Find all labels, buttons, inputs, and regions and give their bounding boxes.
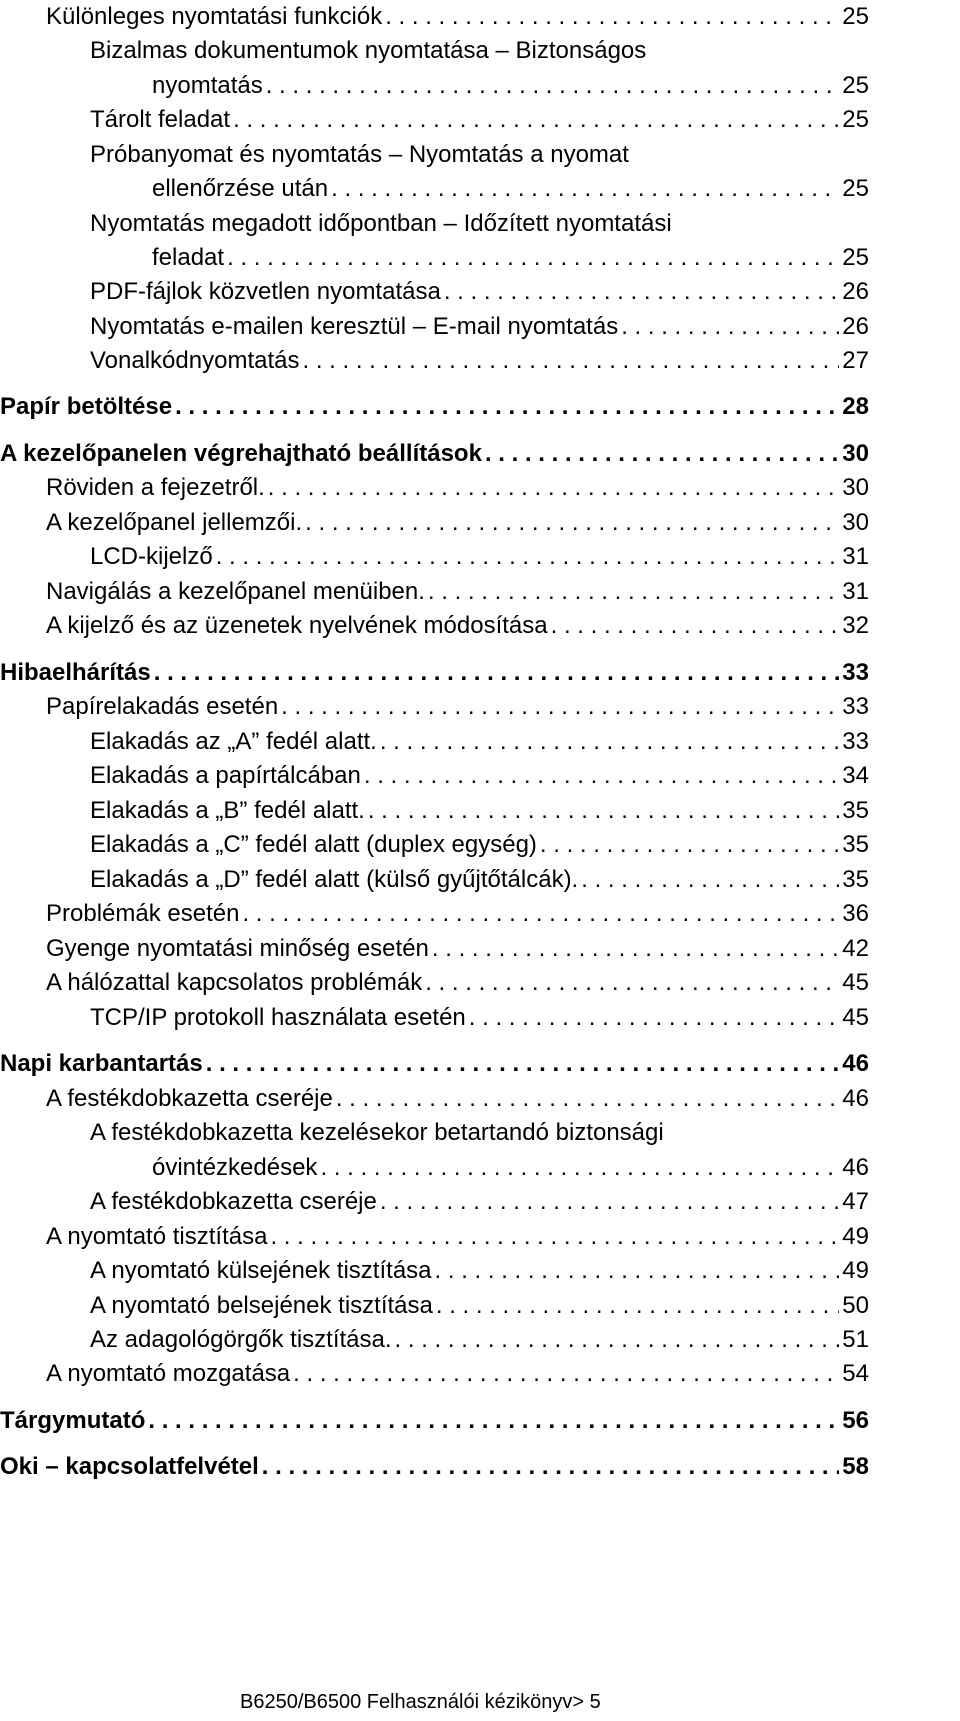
toc-entry-page-number: 25 xyxy=(842,175,869,202)
dot-leader xyxy=(428,575,839,609)
toc-entry-title: Elakadás a „B” fedél alatt. xyxy=(90,797,365,824)
toc-entry-title: Elakadás az „A” fedél alatt. xyxy=(90,728,377,755)
dot-leader xyxy=(242,897,839,931)
toc-entry[interactable] xyxy=(90,1185,869,1219)
toc-entry-title: A festékdobkazetta cseréje xyxy=(46,1085,333,1112)
toc-entry-title: Bizalmas dokumentumok nyomtatása – Biztonságos xyxy=(90,37,647,64)
dot-leader xyxy=(380,725,839,759)
dot-leader xyxy=(262,1450,840,1484)
toc-entry-page-number: 27 xyxy=(842,347,869,374)
toc-entry[interactable] xyxy=(90,1116,869,1150)
toc-entry[interactable] xyxy=(46,471,869,505)
toc-entry-page-number: 46 xyxy=(842,1085,869,1112)
dot-leader xyxy=(435,1254,840,1288)
toc-entry[interactable] xyxy=(90,275,869,309)
toc-entry[interactable] xyxy=(90,794,869,828)
toc-entry-title: TCP/IP protokoll használata esetén xyxy=(90,1004,466,1031)
toc-entry[interactable] xyxy=(90,344,869,378)
dot-leader xyxy=(266,69,840,103)
toc-entry-title: Különleges nyomtatási funkciók xyxy=(46,3,383,30)
toc-entry[interactable] xyxy=(46,1220,869,1254)
toc-entry-title: LCD-kijelző xyxy=(90,543,213,570)
toc-entry-title: A kezelőpanelen végrehajtható beállítások xyxy=(0,440,482,467)
dot-leader xyxy=(485,437,839,471)
dot-leader xyxy=(331,172,839,206)
toc-entry[interactable] xyxy=(46,690,869,724)
dot-leader xyxy=(293,1357,839,1391)
toc-entry[interactable] xyxy=(152,69,869,103)
dot-leader xyxy=(385,0,839,34)
toc-entry[interactable] xyxy=(0,437,869,471)
toc-entry-title: Vonalkódnyomtatás xyxy=(90,347,300,374)
toc-entry-title: Nyomtatás e-mailen keresztül – E-mail nyomtatás xyxy=(90,313,619,340)
toc-entry[interactable] xyxy=(0,656,869,690)
dot-leader xyxy=(444,275,839,309)
toc-entry[interactable] xyxy=(90,828,869,862)
toc-entry-title: Elakadás a papírtálcában xyxy=(90,762,361,789)
toc-entry-page-number: 34 xyxy=(842,762,869,789)
toc-entry-title: Papírelakadás esetén xyxy=(46,693,279,720)
toc-entry-page-number: 26 xyxy=(842,278,869,305)
toc-entry-page-number: 31 xyxy=(842,543,869,570)
toc-entry-title: Navigálás a kezelőpanel menüiben. xyxy=(46,578,425,605)
dot-leader xyxy=(368,794,839,828)
toc-entry-title: A festékdobkazetta kezelésekor betartandó biztonsági xyxy=(90,1119,664,1146)
toc-entry-page-number: 49 xyxy=(842,1223,869,1250)
toc-entry-page-number: 26 xyxy=(842,313,869,340)
dot-leader xyxy=(233,103,839,137)
toc-entry-page-number: 46 xyxy=(842,1050,869,1077)
dot-leader xyxy=(380,1185,839,1219)
toc-entry-page-number: 25 xyxy=(842,106,869,133)
toc-entry-title: PDF-fájlok közvetlen nyomtatása xyxy=(90,278,441,305)
toc-entry-page-number: 50 xyxy=(842,1292,869,1319)
dot-leader xyxy=(281,690,839,724)
dot-leader xyxy=(436,1289,839,1323)
toc-entry[interactable] xyxy=(152,172,869,206)
toc-entry-title: A nyomtató külsejének tisztítása xyxy=(90,1257,432,1284)
dot-leader xyxy=(175,390,839,424)
toc-entry-title: Röviden a fejezetről. xyxy=(46,474,265,501)
toc-entry[interactable] xyxy=(46,609,869,643)
dot-leader xyxy=(302,344,839,378)
toc-entry[interactable] xyxy=(0,1450,869,1484)
toc-entry-title: A nyomtató belsejének tisztítása xyxy=(90,1292,433,1319)
dot-leader xyxy=(148,1404,839,1438)
dot-leader xyxy=(540,828,839,862)
toc-entry-page-number: 25 xyxy=(842,72,869,99)
toc-entry-title: Az adagológörgők tisztítása. xyxy=(90,1326,392,1353)
toc-entry-title: A nyomtató tisztítása xyxy=(46,1223,268,1250)
toc-entry-page-number: 58 xyxy=(842,1453,869,1480)
toc-entry-page-number: 56 xyxy=(842,1407,869,1434)
toc-entry-page-number: 25 xyxy=(842,244,869,271)
toc-entry-title: Próbanyomat és nyomtatás – Nyomtatás a nyomat xyxy=(90,141,629,168)
toc-entry-title: Hibaelhárítás xyxy=(0,659,151,686)
toc-entry[interactable] xyxy=(46,932,869,966)
toc-entry-title: Napi karbantartás xyxy=(0,1050,203,1077)
toc-entry-title: A festékdobkazetta cseréje xyxy=(90,1188,377,1215)
toc-entry-page-number: 28 xyxy=(842,393,869,420)
dot-leader xyxy=(268,471,840,505)
toc-entry[interactable] xyxy=(90,863,869,897)
toc-entry-page-number: 35 xyxy=(842,831,869,858)
toc-entry-title: A hálózattal kapcsolatos problémák xyxy=(46,969,423,996)
dot-leader xyxy=(227,241,839,275)
toc-entry[interactable] xyxy=(90,1323,869,1357)
toc-entry[interactable] xyxy=(0,1404,869,1438)
toc-entry-page-number: 46 xyxy=(842,1154,869,1181)
toc-entry[interactable] xyxy=(90,103,869,137)
toc-entry[interactable] xyxy=(46,1357,869,1391)
toc-entry-title: Problémák esetén xyxy=(46,900,240,927)
toc-entry-title: Elakadás a „D” fedél alatt (külső gyűjtőtálcák). xyxy=(90,866,579,893)
toc-entry-page-number: 33 xyxy=(842,693,869,720)
toc-entry-page-number: 32 xyxy=(842,612,869,639)
toc-entry-title: Papír betöltése xyxy=(0,393,173,420)
toc-entry-page-number: 45 xyxy=(842,1004,869,1031)
dot-leader xyxy=(270,1220,839,1254)
toc-entry-title: ellenőrzése után xyxy=(152,175,329,202)
toc-entry-title: Gyenge nyomtatási minőség esetén xyxy=(46,935,429,962)
toc-entry-page-number: 30 xyxy=(842,474,869,501)
toc-entry-page-number: 30 xyxy=(842,440,869,467)
dot-leader xyxy=(154,656,840,690)
toc-entry[interactable] xyxy=(90,138,869,172)
toc-entry[interactable] xyxy=(90,1289,869,1323)
toc-entry-title: feladat xyxy=(152,244,225,271)
dot-leader xyxy=(621,310,839,344)
dot-leader xyxy=(216,540,840,574)
toc-entry[interactable] xyxy=(46,1082,869,1116)
toc-entry[interactable] xyxy=(90,34,869,68)
toc-entry[interactable] xyxy=(152,241,869,275)
dot-leader xyxy=(206,1047,840,1081)
toc-entry-page-number: 45 xyxy=(842,969,869,996)
toc-entry-page-number: 49 xyxy=(842,1257,869,1284)
dot-leader xyxy=(469,1001,840,1035)
toc-entry-page-number: 42 xyxy=(842,935,869,962)
dot-leader xyxy=(364,759,839,793)
toc-entry-page-number: 35 xyxy=(842,866,869,893)
dot-leader xyxy=(581,863,839,897)
toc-entry-title: Elakadás a „C” fedél alatt (duplex egység) xyxy=(90,831,537,858)
toc-entry-page-number: 36 xyxy=(842,900,869,927)
toc-entry[interactable] xyxy=(46,0,869,34)
toc-entry-title: Tárolt feladat xyxy=(90,106,231,133)
toc-entry[interactable] xyxy=(46,575,869,609)
toc-entry[interactable] xyxy=(90,540,869,574)
toc-entry-page-number: 54 xyxy=(842,1360,869,1387)
page-footer: B6250/B6500 Felhasználói kézikönyv> 5 xyxy=(240,1691,601,1713)
dot-leader xyxy=(425,966,839,1000)
toc-entry[interactable] xyxy=(46,897,869,931)
toc-entry[interactable] xyxy=(90,310,869,344)
toc-entry-page-number: 30 xyxy=(842,509,869,536)
toc-entry-title: óvintézkedések xyxy=(152,1154,318,1181)
toc-entry-page-number: 51 xyxy=(842,1326,869,1353)
toc-entry-title: Oki – kapcsolatfelvétel xyxy=(0,1453,259,1480)
toc-entry-page-number: 35 xyxy=(842,797,869,824)
dot-leader xyxy=(395,1323,840,1357)
toc-entry-page-number: 33 xyxy=(842,659,869,686)
toc-entry[interactable] xyxy=(90,725,869,759)
toc-entry[interactable] xyxy=(90,207,869,241)
toc-entry[interactable] xyxy=(0,390,869,424)
toc-entry-page-number: 25 xyxy=(842,3,869,30)
toc-entry-title: A kijelző és az üzenetek nyelvének módosítása xyxy=(46,612,548,639)
toc-entry[interactable] xyxy=(152,1151,869,1185)
toc-entry[interactable] xyxy=(90,1001,869,1035)
toc-entry-page-number: 31 xyxy=(842,578,869,605)
dot-leader xyxy=(432,932,839,966)
toc-entry-title: Tárgymutató xyxy=(0,1407,146,1434)
dot-leader xyxy=(551,609,840,643)
toc-entry[interactable] xyxy=(0,1047,869,1081)
toc-entry-title: A nyomtató mozgatása xyxy=(46,1360,291,1387)
dot-leader xyxy=(320,1151,839,1185)
dot-leader xyxy=(336,1082,839,1116)
toc-entry-title: Nyomtatás megadott időpontban – Időzített nyomtatási xyxy=(90,210,672,237)
dot-leader xyxy=(305,506,839,540)
toc-entry[interactable] xyxy=(90,759,869,793)
toc-entry[interactable] xyxy=(46,966,869,1000)
toc-entry-page-number: 47 xyxy=(842,1188,869,1215)
toc-entry-page-number: 33 xyxy=(842,728,869,755)
toc-entry[interactable] xyxy=(46,506,869,540)
toc-entry-title: A kezelőpanel jellemzői. xyxy=(46,509,303,536)
toc-entry-title: nyomtatás xyxy=(152,72,263,99)
toc-entry[interactable] xyxy=(90,1254,869,1288)
